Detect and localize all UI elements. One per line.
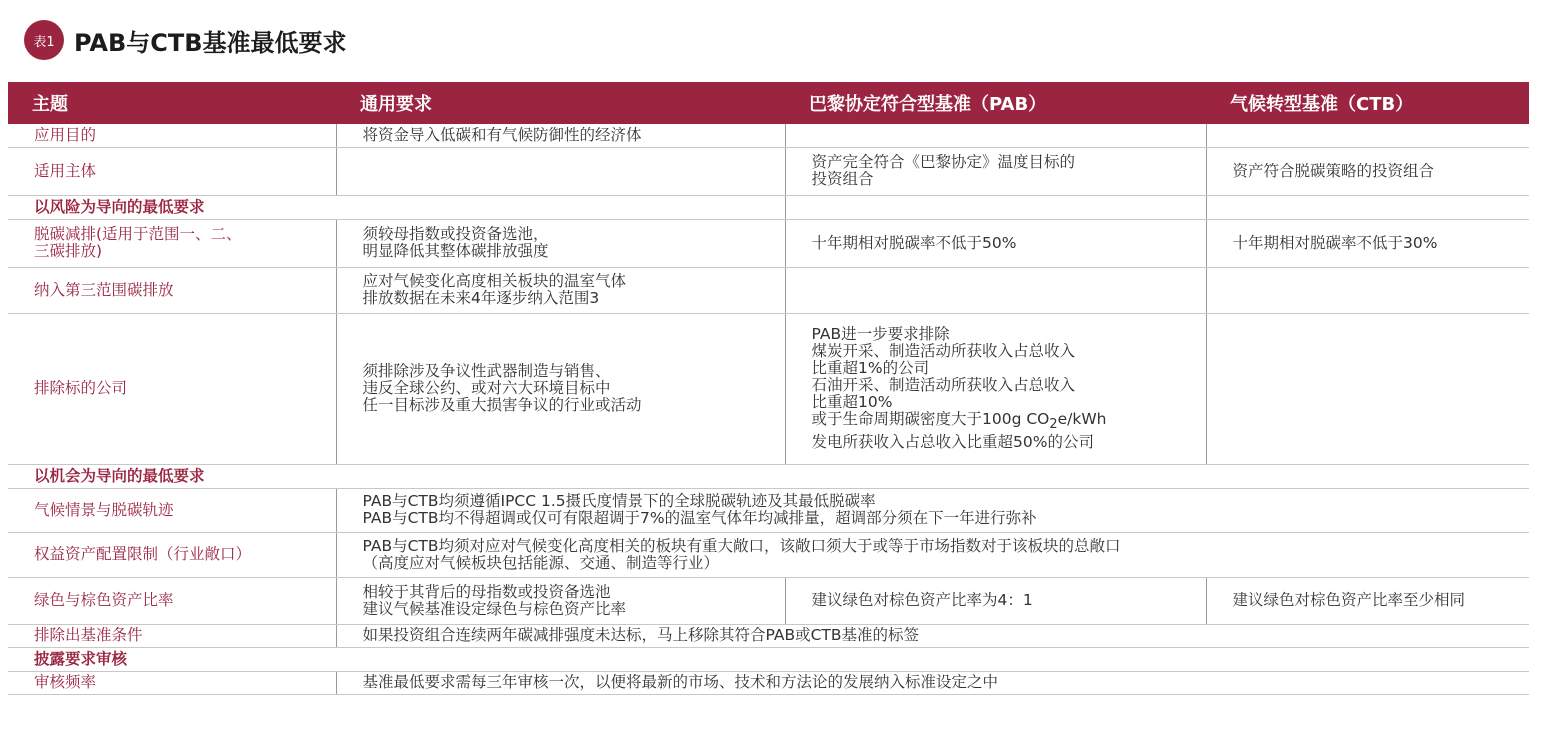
cell-topic: 纳入第三范围碳排放 — [8, 267, 336, 313]
cell-ctb: 十年期相对脱碳率不低于30% — [1206, 219, 1529, 267]
table-row — [8, 313, 1529, 464]
cell-ctb: 建议绿色对棕色资产比率至少相同 — [1206, 577, 1529, 624]
section-label: 以机会为导向的最低要求 — [8, 464, 1529, 488]
pab-text-part1: PAB进一步要求排除 煤炭开采、制造活动所获收入占总收入 比重超1%的公司 石油开采、制造活动所获收入占总收入 比重超10% 或于生命周期碳密度大于100g CO — [811, 325, 1076, 429]
cell-topic: 脱碳减排(适用于范围一、二、 三碳排放) — [8, 219, 336, 267]
pab-text-part2: e/kWh 发电所获收入占总收入比重超50%的公司 — [811, 410, 1107, 451]
table-row — [8, 577, 1529, 624]
cell-general — [336, 147, 785, 195]
cell-topic: 排除出基准条件 — [8, 624, 336, 647]
section-row — [8, 647, 1529, 671]
cell-general: 应对气候变化高度相关板块的温室气体 排放数据在未来4年逐步纳入范围3 — [336, 267, 785, 313]
header-ctb: 气候转型基准（CTB） — [1206, 82, 1529, 124]
cell-topic: 绿色与棕色资产比率 — [8, 577, 336, 624]
cell-topic: 权益资产配置限制（行业敞口） — [8, 532, 336, 577]
table-row — [8, 671, 1529, 694]
header-topic: 主题 — [8, 82, 336, 124]
cell-general: 基准最低要求需每三年审核一次，以便将最新的市场、技术和方法论的发展纳入标准设定之中 — [336, 671, 1529, 694]
cell-general: PAB与CTB均须对应对气候变化高度相关的板块有重大敞口，该敞口须大于或等于市场指数对于该板块的总敞口 （高度应对气候板块包括能源、交通、制造等行业） — [336, 532, 1529, 577]
section-row — [8, 195, 1529, 219]
table-row — [8, 532, 1529, 577]
table-row — [8, 624, 1529, 647]
cell-topic: 适用主体 — [8, 147, 336, 195]
table-number-badge: 表1 — [24, 20, 64, 60]
cell-pab — [785, 313, 1206, 464]
table-row — [8, 147, 1529, 195]
table-row — [8, 267, 1529, 313]
cell-ctb — [1206, 124, 1529, 147]
cell-general: 将资金导入低碳和有气候防御性的经济体 — [336, 124, 785, 147]
cell-pab — [785, 267, 1206, 313]
section-row — [8, 464, 1529, 488]
header-row — [8, 82, 1529, 124]
section-label: 披露要求审核 — [8, 647, 1529, 671]
requirements-table — [8, 82, 1529, 695]
table-title-bar — [24, 20, 347, 60]
header-general: 通用要求 — [336, 82, 785, 124]
cell-pab: 资产完全符合《巴黎协定》温度目标的 投资组合 — [785, 147, 1206, 195]
cell-ctb — [1206, 313, 1529, 464]
cell-pab — [785, 124, 1206, 147]
cell-general: 须较母指数或投资备选池， 明显降低其整体碳排放强度 — [336, 219, 785, 267]
cell-topic: 气候情景与脱碳轨迹 — [8, 488, 336, 532]
table-row — [8, 124, 1529, 147]
cell-general: 须排除涉及争议性武器制造与销售、 违反全球公约、或对六大环境目标中 任一目标涉及重大损害争议的行业或活动 — [336, 313, 785, 464]
table-row — [8, 219, 1529, 267]
cell-pab: 建议绿色对棕色资产比率为4：1 — [785, 577, 1206, 624]
header-pab: 巴黎协定符合型基准（PAB） — [785, 82, 1206, 124]
empty-cell — [785, 195, 1206, 219]
cell-general: 相较于其背后的母指数或投资备选池 建议气候基准设定绿色与棕色资产比率 — [336, 577, 785, 624]
cell-topic: 审核频率 — [8, 671, 336, 694]
cell-topic: 排除标的公司 — [8, 313, 336, 464]
cell-topic: 应用目的 — [8, 124, 336, 147]
co2-subscript: 2 — [1049, 417, 1058, 433]
cell-pab: 十年期相对脱碳率不低于50% — [785, 219, 1206, 267]
table-row — [8, 488, 1529, 532]
cell-general: 如果投资组合连续两年碳减排强度未达标，马上移除其符合PAB或CTB基准的标签 — [336, 624, 1529, 647]
section-label: 以风险为导向的最低要求 — [8, 195, 785, 219]
cell-general: PAB与CTB均须遵循IPCC 1.5摄氏度情景下的全球脱碳轨迹及其最低脱碳率 PAB与CTB均不得超调或仅可有限超调于7%的温室气体年均减排量，超调部分须在下一年进行弥补 — [336, 488, 1529, 532]
cell-ctb: 资产符合脱碳策略的投资组合 — [1206, 147, 1529, 195]
empty-cell — [1206, 195, 1529, 219]
table-title: PAB与CTB基准最低要求 — [74, 28, 347, 57]
cell-ctb — [1206, 267, 1529, 313]
